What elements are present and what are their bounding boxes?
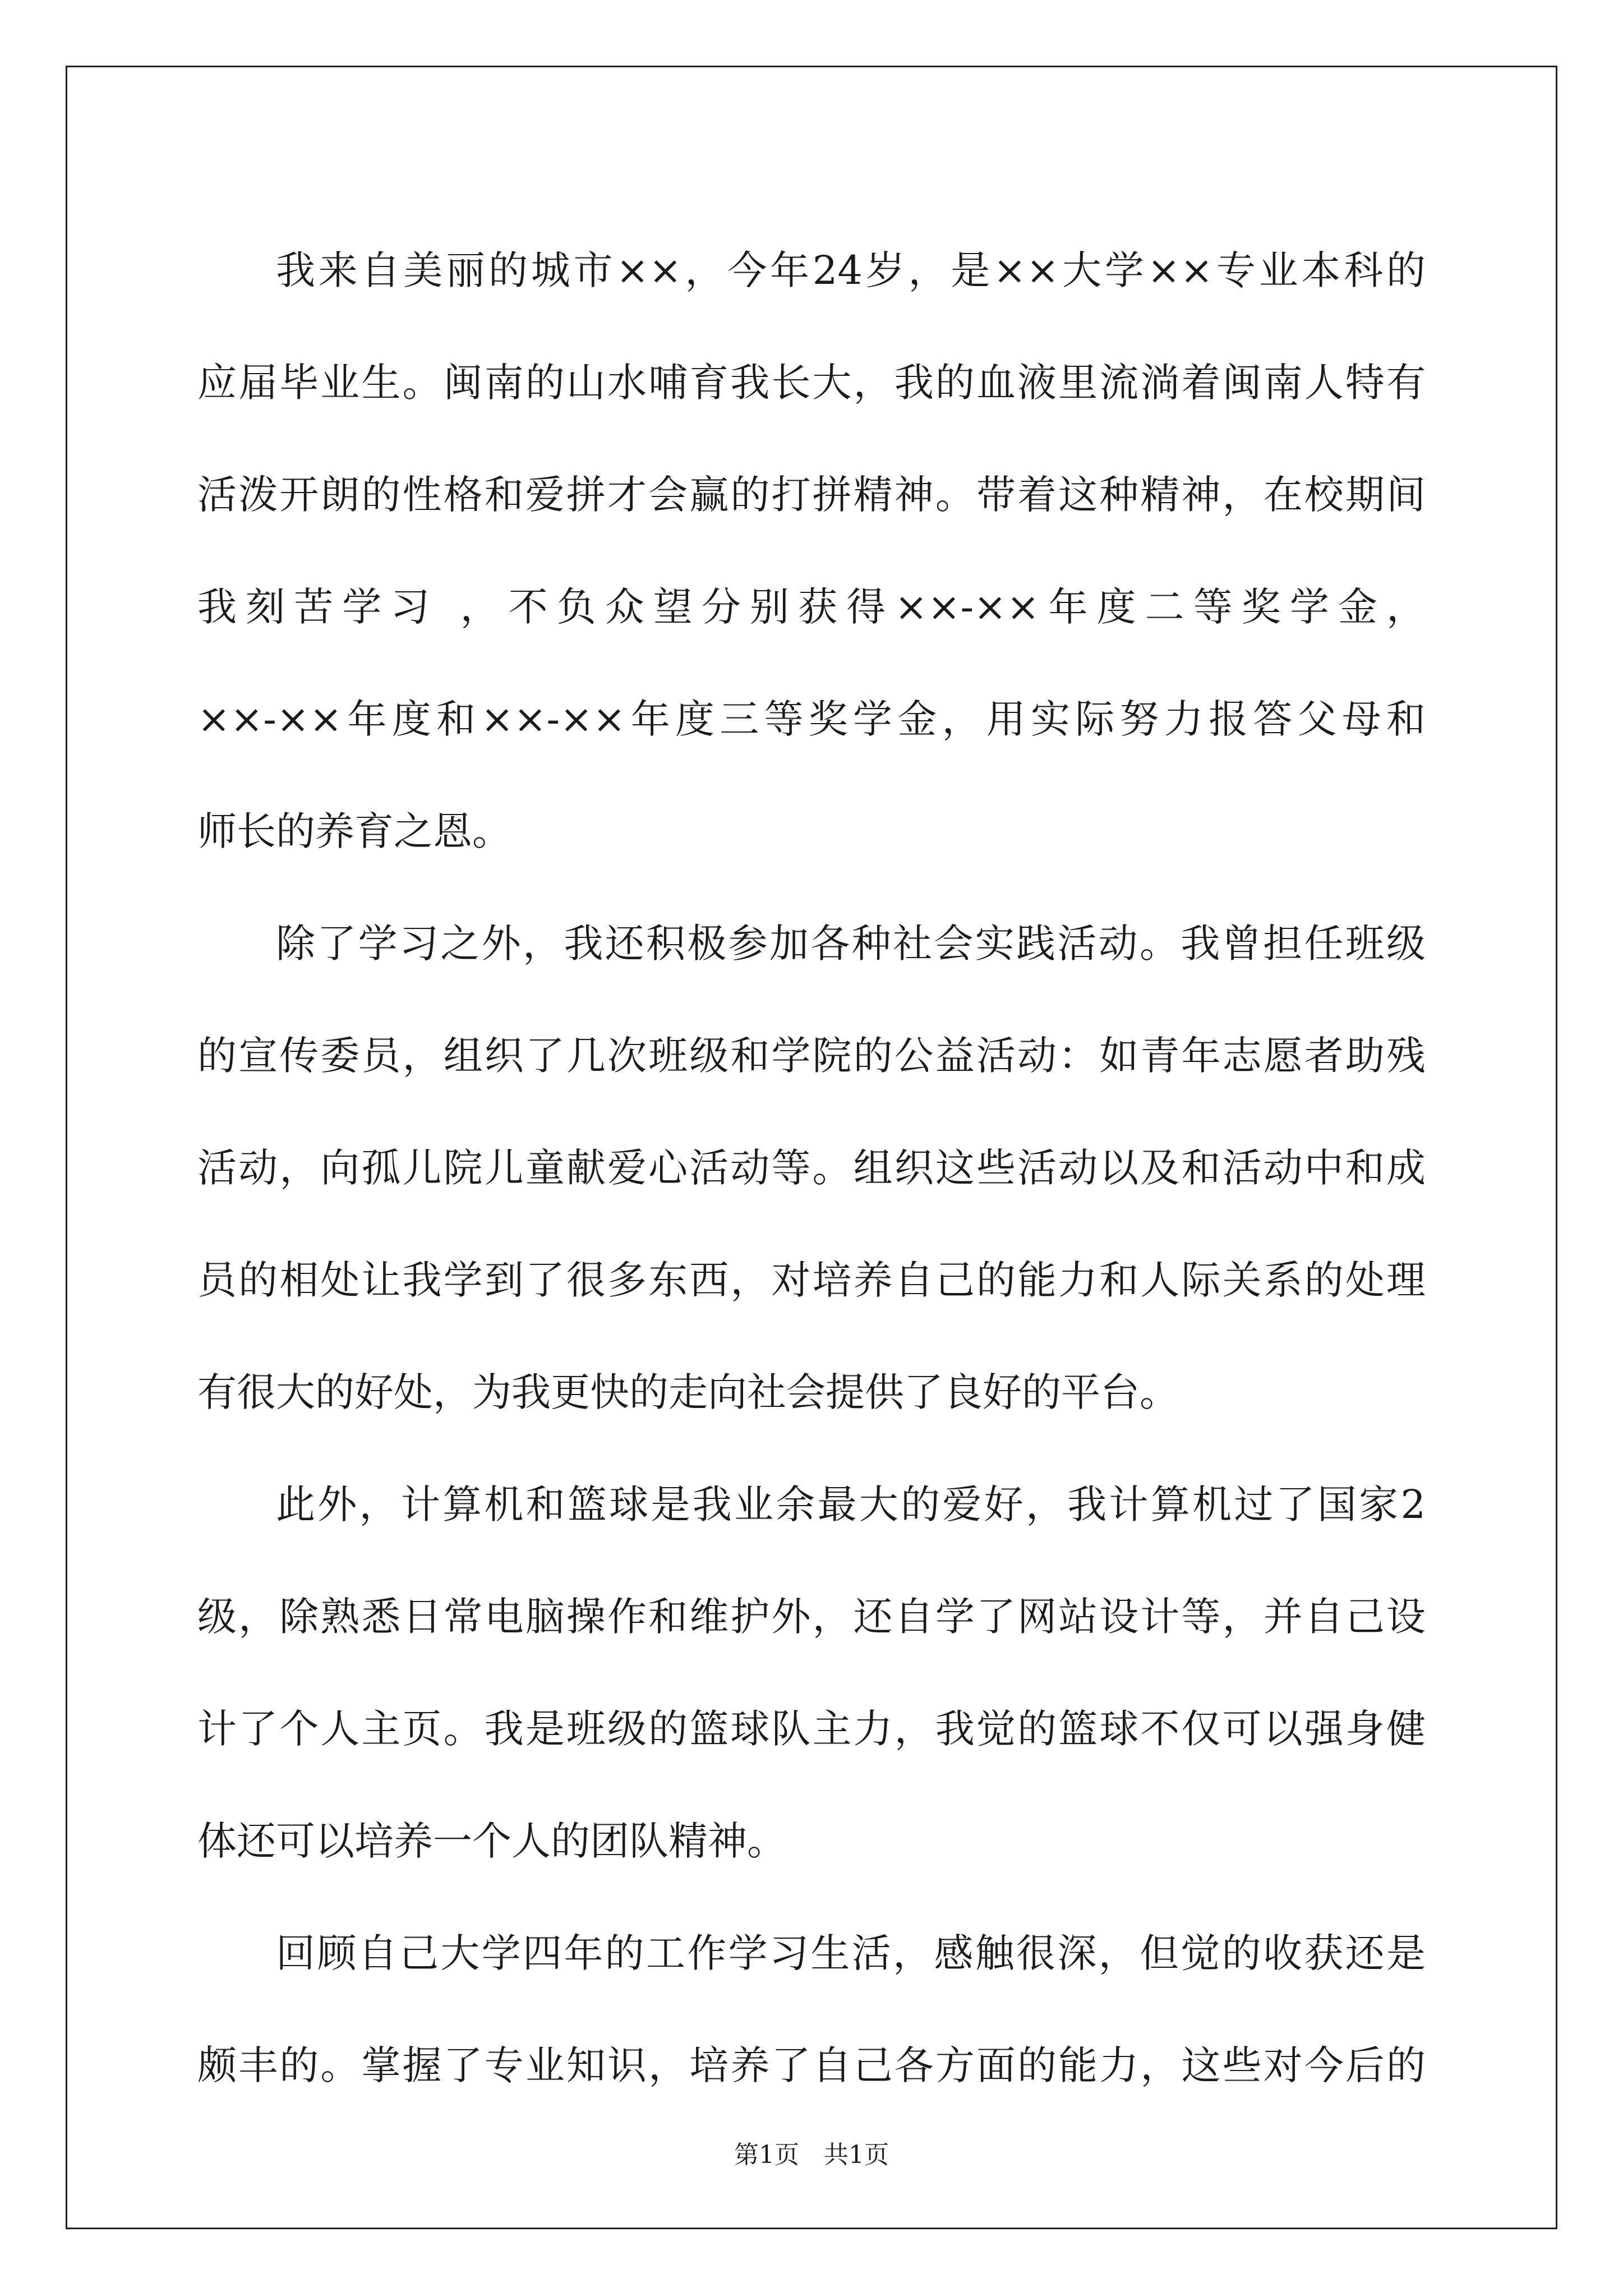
paragraph-2-line-3: 活动，向孤儿院儿童献爱心活动等。组织这些活动以及和活动中和成 — [197, 1145, 1426, 1191]
paragraph-1-line-2: 应届毕业生。闽南的山水哺育我长大，我的血液里流淌着闽南人特有 — [197, 360, 1426, 406]
document-body — [197, 214, 1426, 2122]
paragraph-1-line-3: 活泼开朗的性格和爱拼才会赢的打拼精神。带着这种精神，在校期间 — [197, 472, 1426, 518]
paragraph-3-line-4: 体还可以培养一个人的团队精神。 — [197, 1818, 786, 1864]
paragraph-4-line-1: 回顾自己大学四年的工作学习生活，感触很深，但觉的收获还是 — [276, 1930, 1426, 1976]
paragraph-1-line-4: 我刻苦学习 ，不负众望分别获得××-××年度二等奖学金， — [197, 584, 1426, 630]
paragraph-2-line-1: 除了学习之外，我还积极参加各种社会实践活动。我曾担任班级 — [276, 921, 1426, 967]
page-number-footer: 第1页 共1页 — [734, 2141, 889, 2169]
paragraph-3-line-1: 此外，计算机和篮球是我业余最大的爱好，我计算机过了国家2 — [276, 1481, 1426, 1527]
paragraph-1-line-1: 我来自美丽的城市××，今年24岁，是××大学××专业本科的 — [276, 247, 1426, 293]
paragraph-4-line-2: 颇丰的。掌握了专业知识，培养了自己各方面的能力，这些对今后的 — [197, 2042, 1426, 2088]
paragraph-2-line-2: 的宣传委员，组织了几次班级和学院的公益活动：如青年志愿者助残 — [197, 1033, 1426, 1079]
paragraph-1-line-6: 师长的养育之恩。 — [197, 808, 511, 854]
paragraph-3-line-3: 计了个人主页。我是班级的篮球队主力，我觉的篮球不仅可以强身健 — [197, 1706, 1426, 1752]
paragraph-1-line-5: ××-××年度和××-××年度三等奖学金，用实际努力报答父母和 — [197, 696, 1426, 742]
paragraph-3-line-2: 级，除熟悉日常电脑操作和维护外，还自学了网站设计等，并自己设 — [197, 1594, 1426, 1640]
paragraph-2-line-4: 员的相处让我学到了很多东西，对培养自己的能力和人际关系的处理 — [197, 1257, 1426, 1303]
paragraph-2-line-5: 有很大的好处，为我更快的走向社会提供了良好的平台。 — [197, 1369, 1179, 1415]
